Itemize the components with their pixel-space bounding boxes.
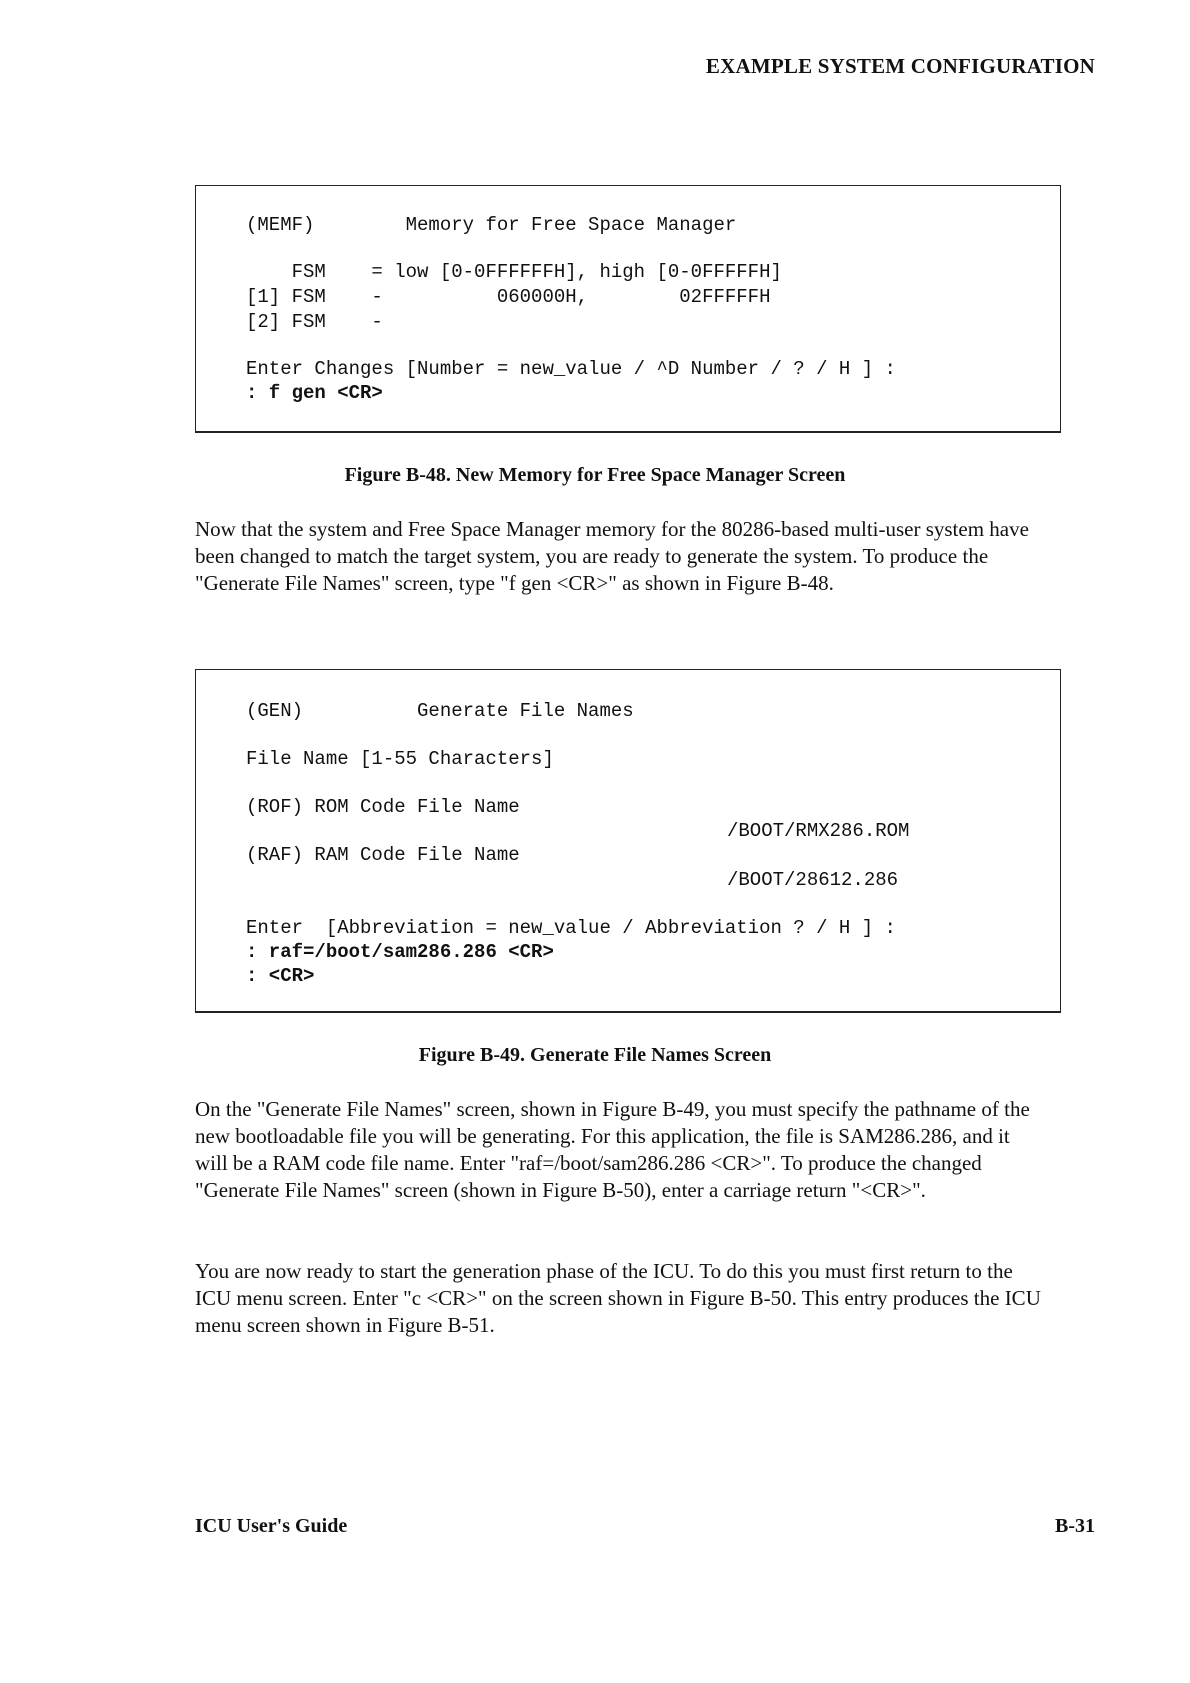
file-name-range-line: File Name [1-55 Characters] <box>246 748 554 770</box>
gen-screen <box>195 669 1061 1013</box>
memf-title-line: (MEMF) Memory for Free Space Manager <box>246 214 737 236</box>
enter-abbreviation-prompt: Enter [Abbreviation = new_value / Abbreviation ? / H ] : <box>246 917 896 939</box>
figure-b49-caption: Figure B-49. Generate File Names Screen <box>418 1044 772 1066</box>
raf-value: /BOOT/28612.286 <box>727 869 899 891</box>
raf-label: (RAF) RAM Code File Name <box>246 844 520 866</box>
rof-label: (ROF) ROM Code File Name <box>246 796 520 818</box>
page-header: EXAMPLE SYSTEM CONFIGURATION <box>705 54 1095 78</box>
user-entry-raf: : raf=/boot/sam286.286 <CR> <box>246 941 554 963</box>
rof-value: /BOOT/RMX286.ROM <box>727 820 910 842</box>
paragraph-1: Now that the system and Free Space Manager memory for the 80286-based multi-user system have been changed to match the target system, you are ready to generate the system. To produce the "Generate File Names" screen, type "f gen <CR>" as shown in Figure B-48. <box>195 517 1029 595</box>
fsm-entry-1: [1] FSM - 060000H, 02FFFFFH <box>246 286 771 308</box>
paragraph-2: On the "Generate File Names" screen, shown in Figure B-49, you must specify the pathname of the new bootloadable file you will be generating. For this application, the file is SAM286.286, and it will be a RAM code file name. Enter "raf=/boot/sam286.286 <CR>". To produce the changed "Generate File Names" screen (shown in Figure B-50), enter a carriage return "<CR>". <box>195 1097 1030 1202</box>
footer-guide-title: ICU User's Guide <box>195 1515 348 1537</box>
figure-b48-caption: Figure B-48. New Memory for Free Space Manager Screen <box>344 464 846 486</box>
user-entry-f-gen: : f gen <CR> <box>246 382 383 404</box>
memf-screen <box>195 185 1061 433</box>
enter-changes-prompt: Enter Changes [Number = new_value / ^D Number / ? / H ] : <box>246 358 896 380</box>
fsm-entry-2: [2] FSM - <box>246 311 383 333</box>
paragraph-3: You are now ready to start the generation phase of the ICU. To do this you must first return to the ICU menu screen. Enter "c <CR>" on the screen shown in Figure B-50. This entry produces the ICU menu screen shown in Figure B-51. <box>195 1259 1041 1337</box>
footer-page-number: B-31 <box>1055 1515 1095 1537</box>
gen-title-line: (GEN) Generate File Names <box>246 700 634 722</box>
user-entry-cr: : <CR> <box>246 965 315 987</box>
fsm-header-line: FSM = low [0-0FFFFFFH], high [0-0FFFFFH] <box>246 261 782 283</box>
